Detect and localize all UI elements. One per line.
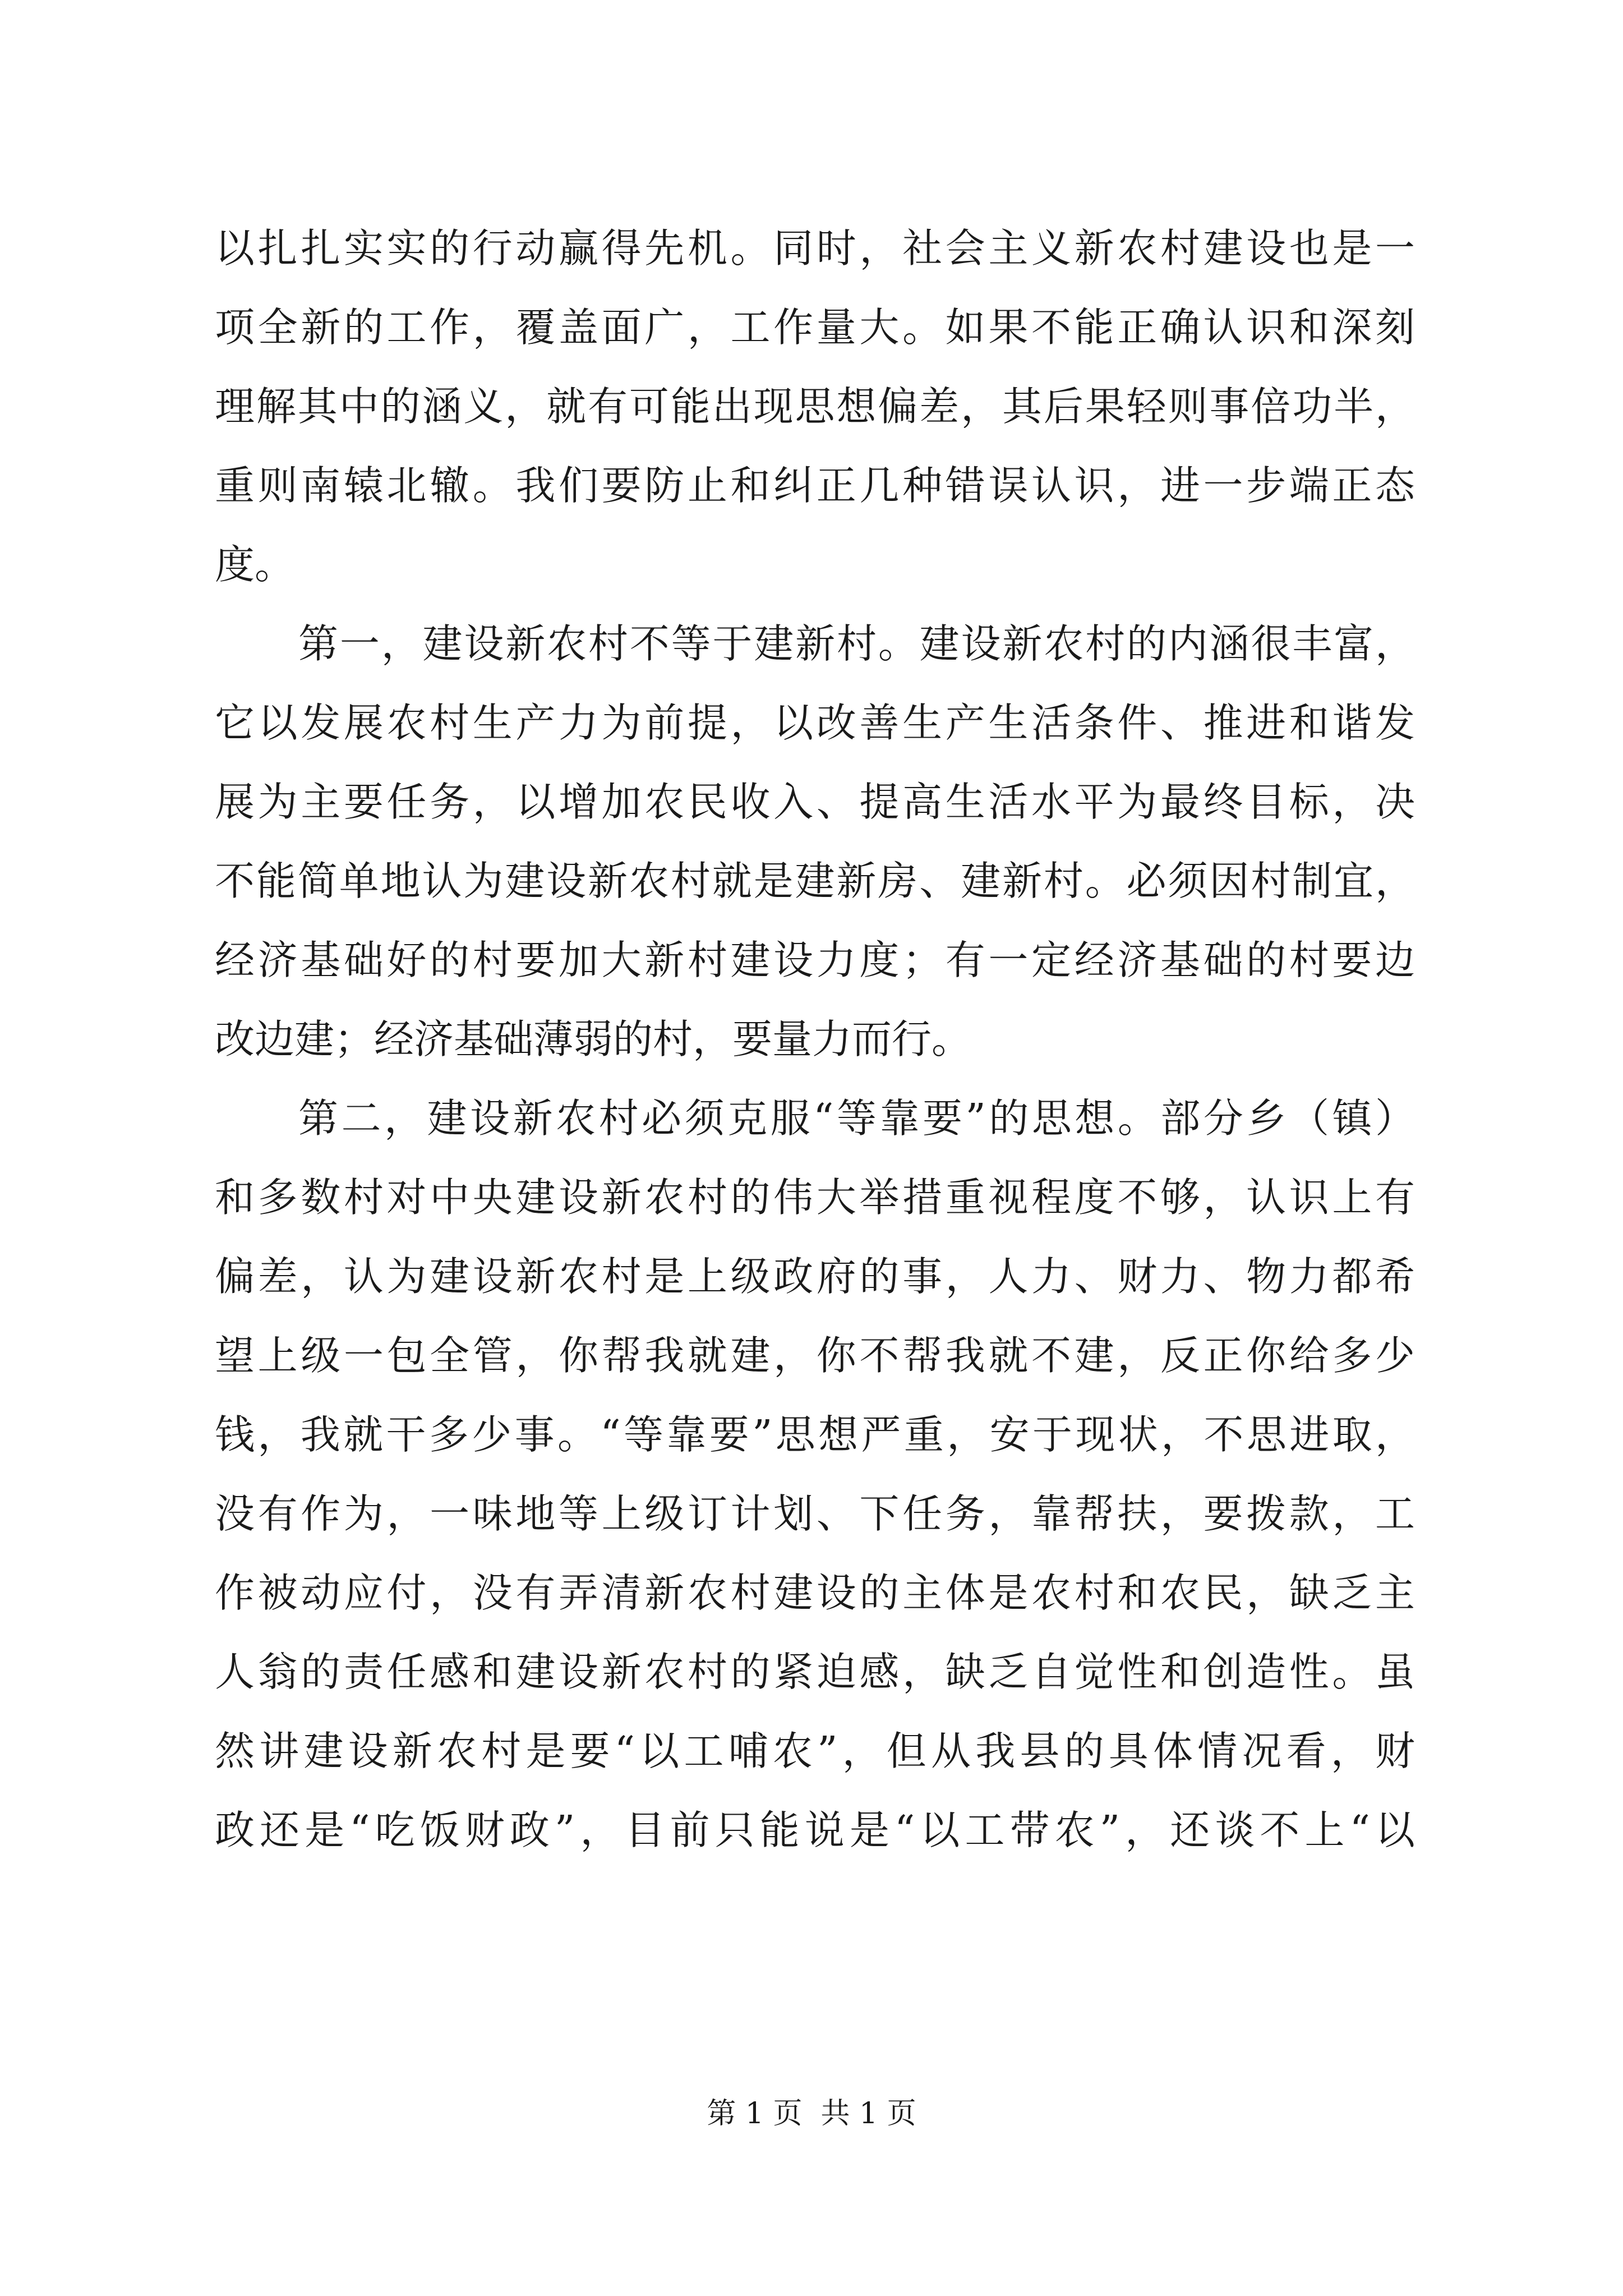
text-line: 政还是“吃饭财政”，目前只能说是“以工带农”，还谈不上“以 [215,1807,1415,1853]
text-line: 人翁的责任感和建设新农村的紧迫感，缺乏自觉性和创造性。虽 [215,1649,1415,1695]
text-line: 重则南辕北辙。我们要防止和纠正几种错误认识，进一步端正态 [215,462,1415,509]
text-line: 展为主要任务，以增加农民收入、提高生活水平为最终目标，决 [215,779,1415,825]
text-line: 项全新的工作，覆盖面广，工作量大。如果不能正确认识和深刻 [215,304,1415,351]
text-line: 偏差，认为建设新农村是上级政府的事，人力、财力、物力都希 [215,1253,1415,1300]
page-number-label: 第 1 页 共 1 页 [707,2097,916,2131]
text-line: 和多数村对中央建设新农村的伟大举措重视程度不够，认识上有 [215,1174,1415,1221]
text-line: 不能简单地认为建设新农村就是建新房、建新村。必须因村制宜， [215,858,1415,904]
text-line: 度。 [215,541,295,588]
text-line: 改边建；经济基础薄弱的村，要量力而行。 [215,1016,972,1062]
text-line: 望上级一包全管，你帮我就建，你不帮我就不建，反正你给多少 [215,1332,1415,1379]
text-line: 第二，建设新农村必须克服“等靠要”的思想。部分乡（镇） [298,1095,1415,1142]
page-footer [0,2091,1623,2136]
text-line: 以扎扎实实的行动赢得先机。同时，社会主义新农村建设也是一 [215,225,1415,272]
text-line: 理解其中的涵义，就有可能出现思想偏差，其后果轻则事倍功半， [215,383,1415,430]
text-line: 作被动应付，没有弄清新农村建设的主体是农村和农民，缺乏主 [215,1570,1415,1616]
text-line: 它以发展农村生产力为前提，以改善生产生活条件、推进和谐发 [215,700,1415,746]
text-line: 钱，我就干多少事。“等靠要”思想严重，安于现状，不思进取， [215,1411,1415,1458]
text-line: 第一，建设新农村不等于建新村。建设新农村的内涵很丰富， [298,620,1415,667]
text-line: 没有作为，一味地等上级订计划、下任务，靠帮扶，要拨款，工 [215,1490,1415,1537]
text-line: 经济基础好的村要加大新村建设力度；有一定经济基础的村要边 [215,937,1415,983]
text-line: 然讲建设新农村是要“以工哺农”，但从我县的具体情况看，财 [215,1728,1415,1774]
